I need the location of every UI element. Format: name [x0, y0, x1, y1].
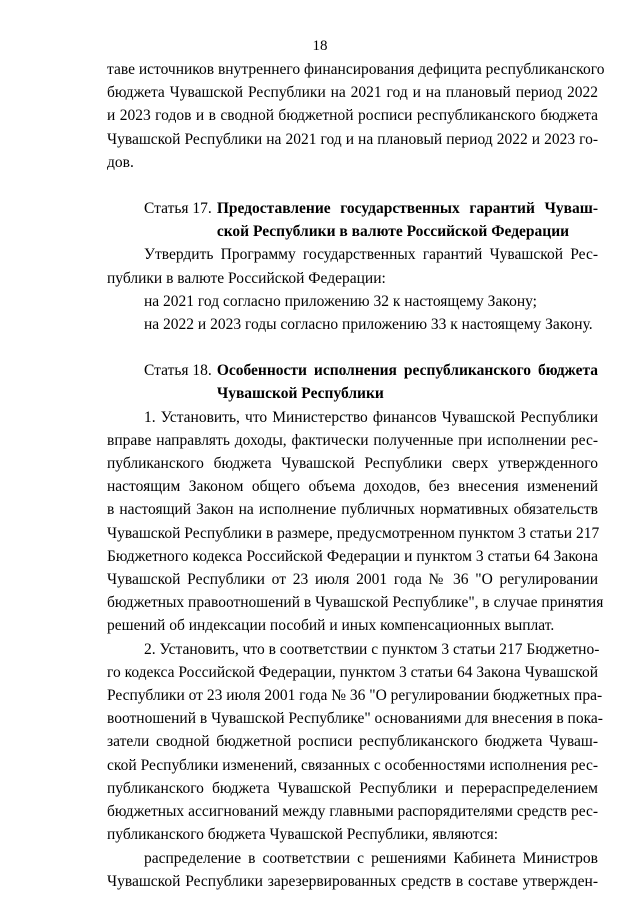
text-line: публиканского бюджета Чувашской Республики сверх утвержденного [107, 455, 598, 473]
article-18-paragraph-2 [107, 638, 603, 847]
text-line: Чувашской Республики зарезервированных средств в составе утвержден- [107, 872, 598, 890]
text-line: распределение в соответствии с решениями Кабинета Министров [144, 849, 598, 867]
text-line: и 2023 годов и в сводной бюджетной росписи республиканского бюджета [107, 107, 598, 125]
intro-paragraph [107, 58, 605, 174]
text-line: дов. [107, 153, 134, 171]
article-18-paragraph-3 [107, 847, 598, 893]
text-line: Чувашской Республики от 23 июля 2001 года № 36 "О регулировании [107, 571, 598, 589]
text-line: публики в валюте Российской Федерации: [107, 269, 386, 287]
article-18-heading [107, 359, 598, 405]
text-line: бюджетных правоотношений в Чувашской Республике", в случае принятия [107, 594, 604, 612]
text-line: бюджета Чувашской Республики на 2021 год и на плановый период 2022 [107, 84, 598, 102]
title-line: Чувашской Республики [216, 385, 384, 403]
text-line: воотношений в Чувашской Республике" основаниями для внесения в пока- [107, 710, 603, 728]
text-line: Чувашской Республики на 2021 год и на плановый период 2022 и 2023 го- [107, 130, 598, 148]
text-line: настоящим Законом общего объема доходов, без внесения изменений [107, 478, 598, 496]
text-line: вправе направлять доходы, фактически полученные при исполнении рес- [107, 431, 598, 449]
text-line: решений об индексации пособий и иных компенсационных выплат. [107, 617, 555, 635]
text-line: 1. Установить, что Министерство финансов Чувашской Республики [144, 408, 598, 426]
text-line: ской Республики изменений, связанных с особенностями исполнения рес- [107, 756, 598, 774]
text-line: го кодекса Российской Федерации, пунктом 3 статьи 64 Закона Чувашской [107, 663, 598, 681]
article-18-label: Статья 18. [144, 362, 212, 380]
article-17-label: Статья 17. [144, 200, 212, 218]
title-line: Особенности исполнения республиканского бюджета [216, 362, 598, 380]
text-line: Чувашской Республики в размере, предусмотренном пунктом 3 статьи 217 [107, 524, 600, 542]
text-line: затели сводной бюджетной росписи республиканского бюджета Чуваш- [107, 733, 598, 751]
text-line: 2. Установить, что в соответствии с пунктом 3 статьи 217 Бюджетно- [144, 640, 600, 658]
title-line: ской Республики в валюте Российской Федерации [216, 223, 570, 241]
article-18-title [217, 359, 598, 405]
text-line: публиканского бюджета Чувашской Республики, являются: [107, 826, 499, 844]
document-body [107, 58, 605, 893]
article-17-item-2022-2023: на 2022 и 2023 годы согласно приложению 33 к настоящему Закону. [144, 316, 593, 334]
text-line: публиканского бюджета Чувашской Республики и перераспределением [107, 779, 598, 797]
title-line: Предоставление государственных гарантий Чуваш- [216, 200, 598, 218]
text-line: Бюджетного кодекса Российской Федерации и пунктом 3 статьи 64 Закона [107, 547, 598, 565]
article-17-item-2021: на 2021 год согласно приложению 32 к настоящему Закону; [144, 292, 537, 310]
text-line: Республики от 23 июля 2001 года № 36 "О регулировании бюджетных пра- [107, 687, 603, 705]
text-line: в настоящий Закон на исполнение публичных нормативных обязательств [107, 501, 598, 519]
text-line: таве источников внутреннего финансирования дефицита республиканского [107, 61, 605, 78]
article-17-heading [107, 197, 598, 243]
article-17-paragraph [107, 243, 598, 289]
page-number: 18 [312, 38, 328, 54]
text-line: Утвердить Программу государственных гарантий Чувашской Рес- [144, 246, 598, 264]
article-17-title [217, 197, 598, 243]
text-line: бюджетных ассигнований между главными распорядителями средств рес- [107, 803, 598, 821]
article-18-paragraph-1 [107, 406, 604, 638]
